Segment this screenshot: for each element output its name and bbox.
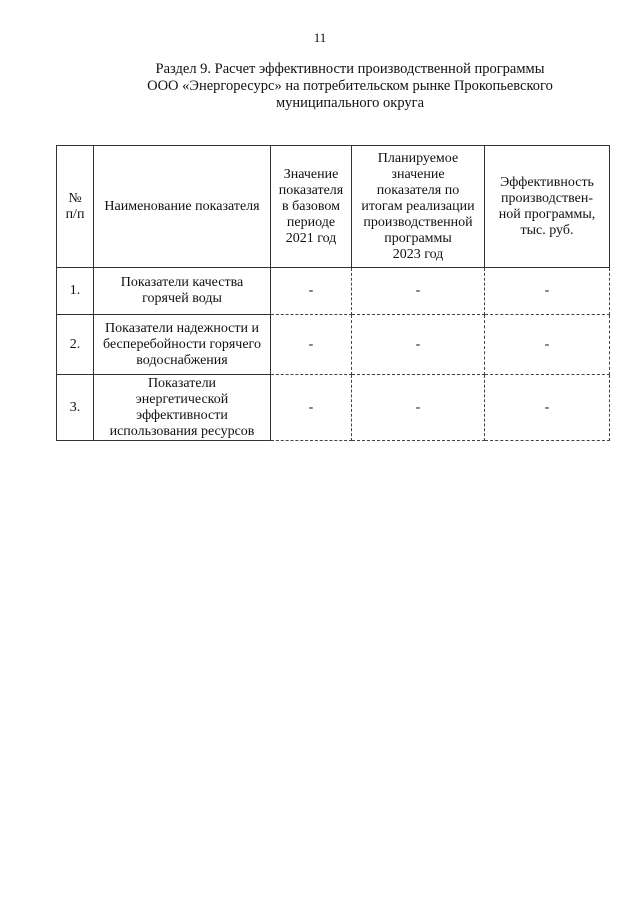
table-row [57, 315, 610, 375]
row-name: Показатели энергетической эффективности использования ресурсов [94, 375, 271, 441]
row-num: 3. [57, 375, 94, 441]
title-line: муниципального округа [275, 95, 425, 111]
row-planned-value: - [352, 268, 485, 315]
row-efficiency: - [485, 375, 610, 441]
row-base-value: - [271, 375, 352, 441]
header-name: Наименование показателя [94, 146, 271, 268]
page-number: 11 [313, 30, 327, 45]
row-planned-value: - [352, 315, 485, 375]
table-header-row [57, 146, 610, 268]
row-efficiency: - [485, 315, 610, 375]
table-row [57, 375, 610, 441]
header-num: № п/п [57, 146, 94, 268]
header-planned-value: Планируемое значение показателя по итогам реализации производственной программы 2023 год [352, 146, 485, 268]
row-efficiency: - [485, 268, 610, 315]
row-name: Показатели качества горячей воды [94, 268, 271, 315]
efficiency-table [56, 145, 610, 441]
row-num: 2. [57, 315, 94, 375]
row-num: 1. [57, 268, 94, 315]
row-base-value: - [271, 315, 352, 375]
table-row [57, 268, 610, 315]
title-line: Раздел 9. Расчет эффективности производственной программы [155, 61, 545, 77]
header-base-value: Значение показателя в базовом периоде 2021 год [271, 146, 352, 268]
row-planned-value: - [352, 375, 485, 441]
title-line: ООО «Энергоресурс» на потребительском рынке Прокопьевского [147, 78, 553, 94]
row-name: Показатели надежности и бесперебойности горячего водоснабжения [94, 315, 271, 375]
section-title [60, 61, 640, 112]
header-efficiency: Эффективность производствен- ной программы, тыс. руб. [485, 146, 610, 268]
row-base-value: - [271, 268, 352, 315]
